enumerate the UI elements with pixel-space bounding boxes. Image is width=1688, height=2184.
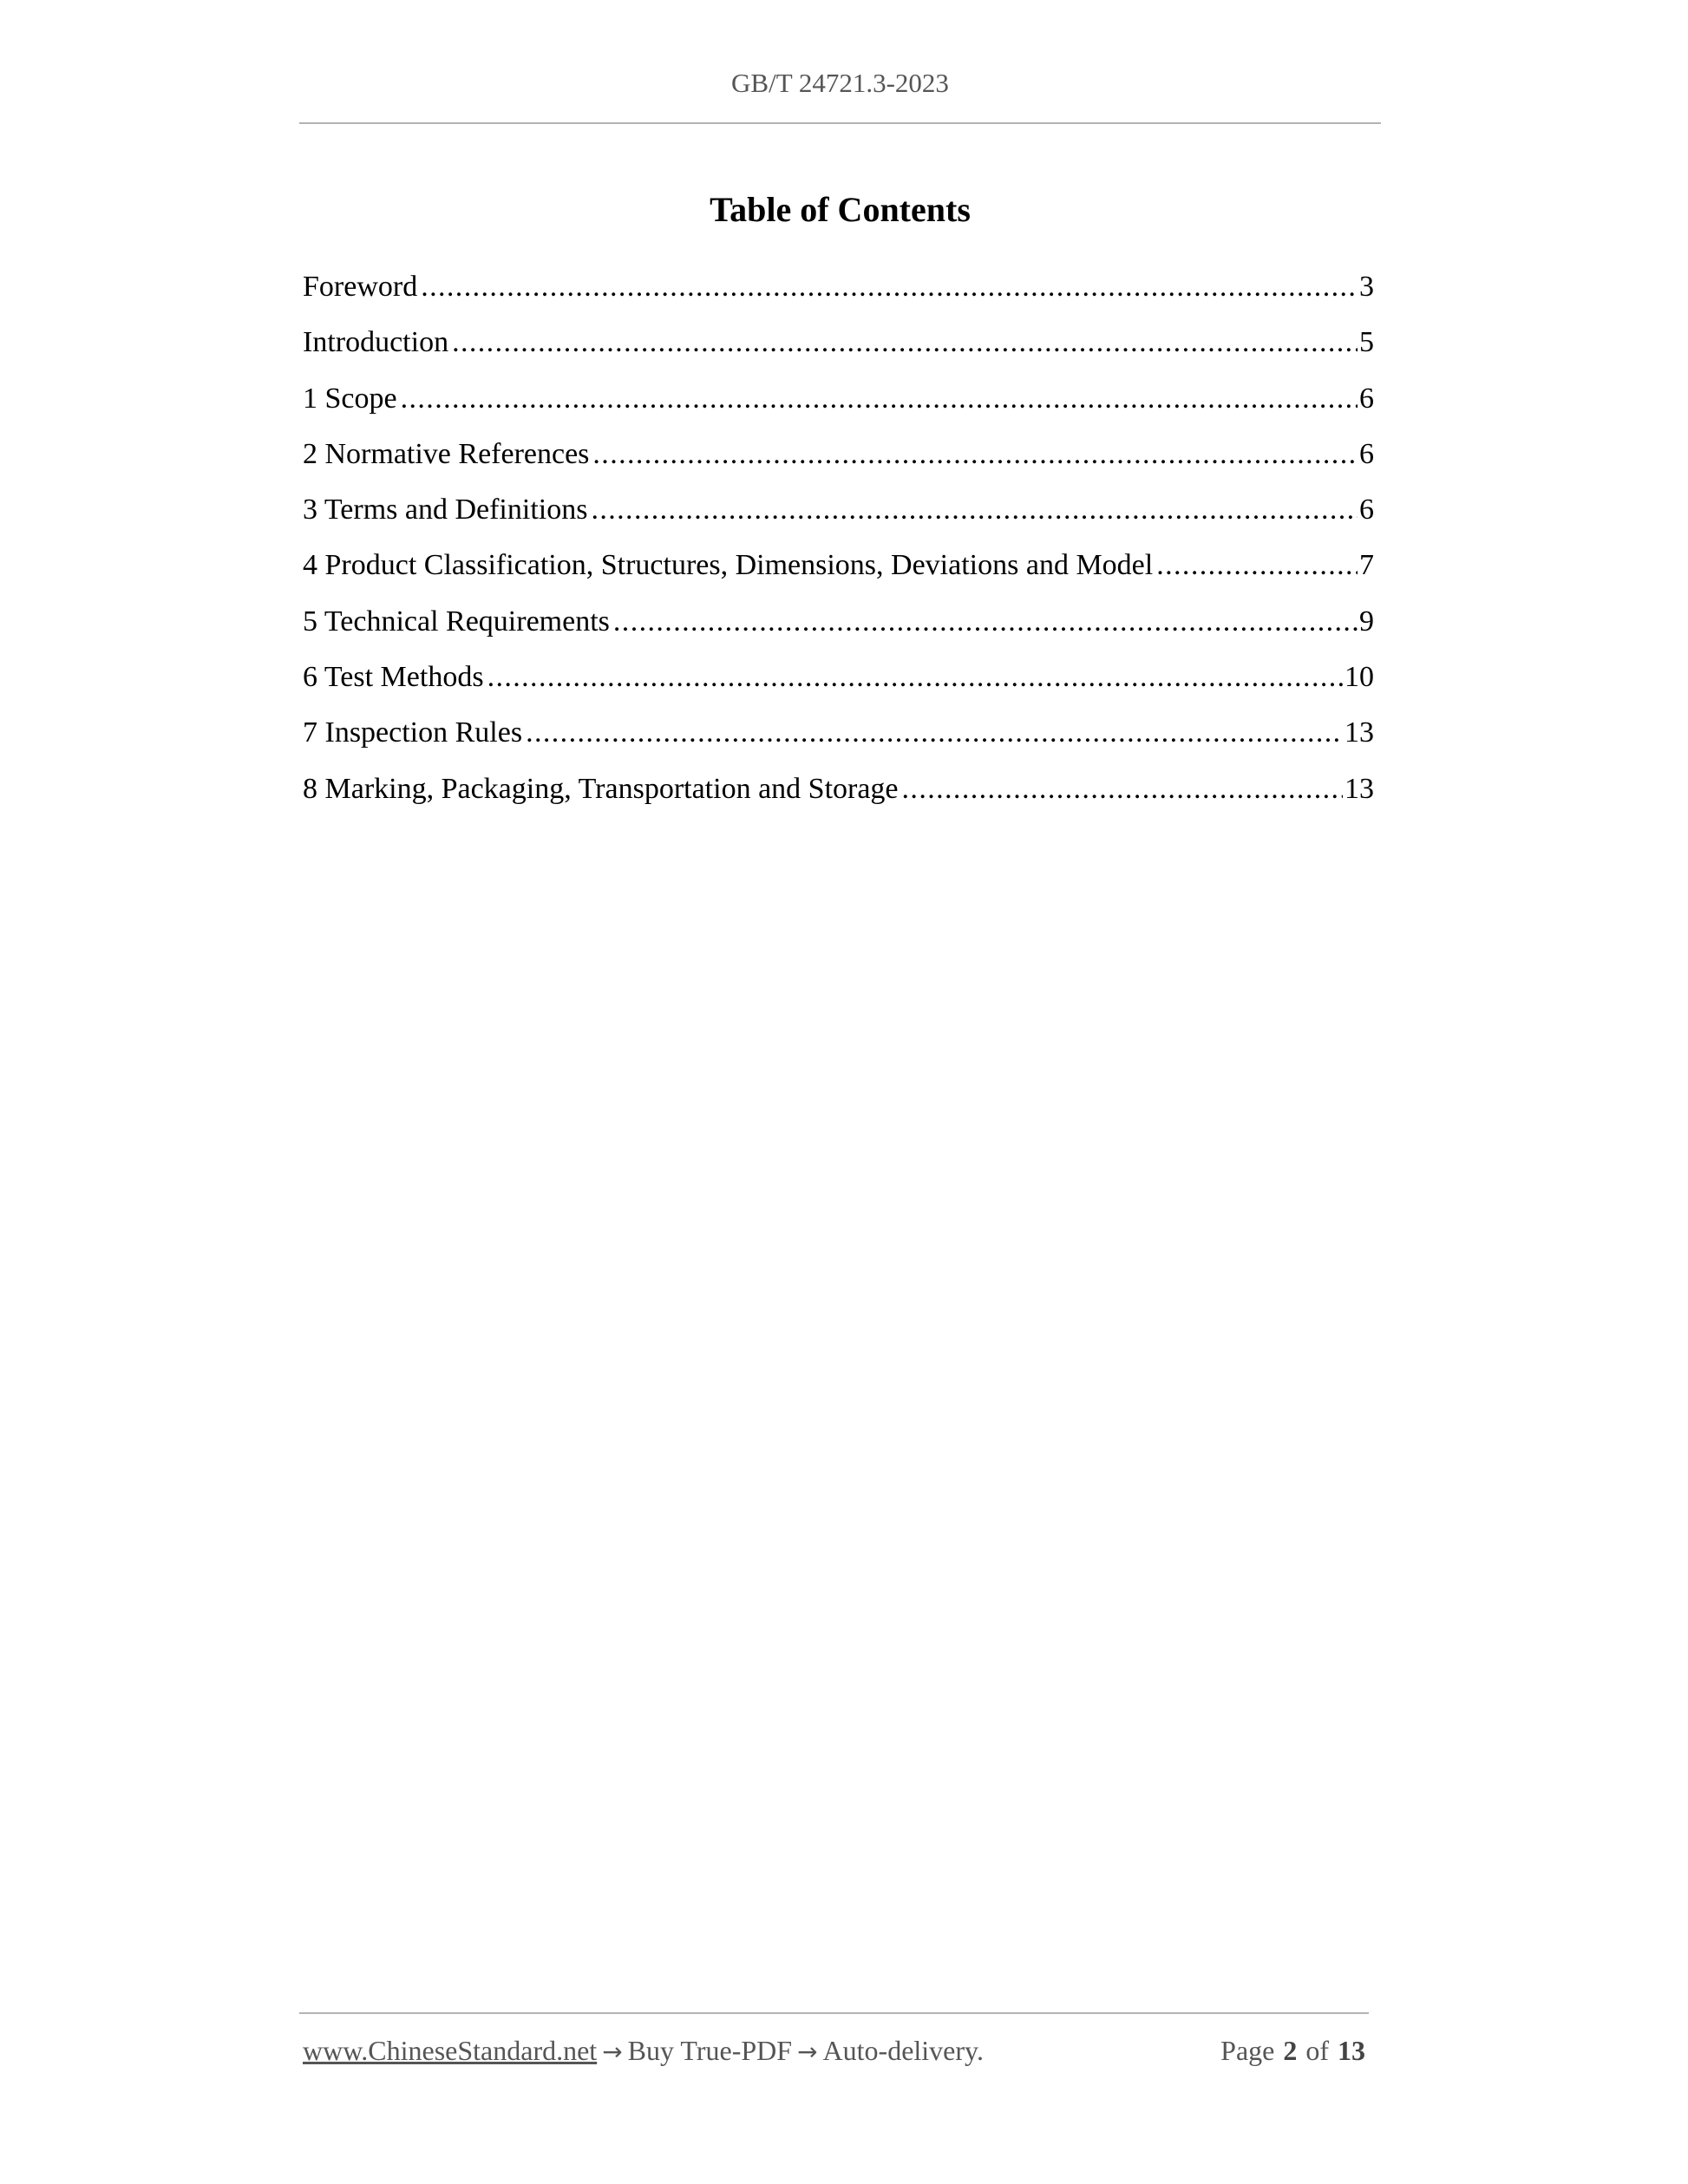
- toc-entry-page: 6: [1359, 494, 1374, 526]
- page-number: [1220, 2035, 1365, 2067]
- toc-entry-label: 3 Terms and Definitions: [303, 494, 588, 526]
- toc-entry-page: 9: [1359, 605, 1374, 638]
- toc-dot-leader: [592, 435, 1358, 474]
- toc-entry-scope[interactable]: [303, 380, 1374, 435]
- toc-dot-leader: [421, 268, 1358, 306]
- toc-dot-leader: [591, 491, 1358, 529]
- toc-entry-product-classification[interactable]: [303, 546, 1374, 602]
- toc-entry-label: 2 Normative References: [303, 437, 590, 470]
- current-page: 2: [1283, 2035, 1298, 2066]
- right-arrow-icon: →: [797, 2037, 818, 2066]
- footer-promo: [303, 2035, 984, 2067]
- footer-divider: [299, 2012, 1369, 2014]
- toc-entry-page: 6: [1359, 382, 1374, 415]
- toc-entry-page: 5: [1359, 326, 1374, 359]
- toc-entry-page: 6: [1359, 437, 1374, 470]
- toc-entry-normative-references[interactable]: [303, 435, 1374, 491]
- toc-entry-page: 13: [1345, 716, 1374, 749]
- website-link[interactable]: www.ChineseStandard.net: [303, 2035, 598, 2066]
- of-label: of: [1305, 2035, 1329, 2066]
- toc-dot-leader: [452, 324, 1358, 362]
- toc-entry-test-methods[interactable]: [303, 658, 1374, 714]
- toc-list: [303, 268, 1374, 826]
- toc-dot-leader: [487, 658, 1343, 696]
- toc-entry-label: 7 Inspection Rules: [303, 716, 523, 749]
- toc-dot-leader: [1156, 546, 1358, 585]
- right-arrow-icon: →: [602, 2037, 623, 2066]
- toc-entry-label: 1 Scope: [303, 382, 397, 415]
- toc-entry-page: 13: [1345, 772, 1374, 805]
- toc-entry-label: 4 Product Classification, Structures, Dimensions, Deviations and Model: [303, 549, 1154, 582]
- toc-dot-leader: [401, 380, 1358, 418]
- toc-entry-label: 5 Technical Requirements: [303, 605, 610, 638]
- document-code-header: GB/T 24721.3-2023: [731, 68, 949, 98]
- toc-entry-page: 10: [1345, 661, 1374, 694]
- buy-text: Buy True-PDF: [627, 2035, 793, 2066]
- toc-entry-page: 3: [1359, 271, 1374, 303]
- toc-dot-leader: [902, 770, 1343, 808]
- toc-entry-inspection-rules[interactable]: [303, 714, 1374, 769]
- toc-entry-label: 6 Test Methods: [303, 661, 484, 694]
- toc-dot-leader: [613, 603, 1358, 641]
- toc-title: Table of Contents: [710, 190, 971, 229]
- toc-entry-page: 7: [1359, 549, 1374, 582]
- toc-entry-introduction[interactable]: [303, 324, 1374, 379]
- delivery-text: Auto-delivery.: [822, 2035, 984, 2066]
- toc-entry-label: Introduction: [303, 326, 449, 359]
- page-label: Page: [1220, 2035, 1275, 2066]
- page-footer: [303, 2035, 1365, 2067]
- header-divider: [299, 122, 1381, 124]
- toc-dot-leader: [526, 714, 1343, 752]
- total-pages: 13: [1338, 2035, 1365, 2066]
- toc-entry-label: 8 Marking, Packaging, Transportation and Storage: [303, 772, 899, 805]
- toc-entry-marking-packaging[interactable]: [303, 770, 1374, 826]
- toc-entry-label: Foreword: [303, 271, 418, 303]
- toc-entry-foreword[interactable]: [303, 268, 1374, 324]
- toc-entry-technical-requirements[interactable]: [303, 603, 1374, 658]
- toc-entry-terms-and-definitions[interactable]: [303, 491, 1374, 546]
